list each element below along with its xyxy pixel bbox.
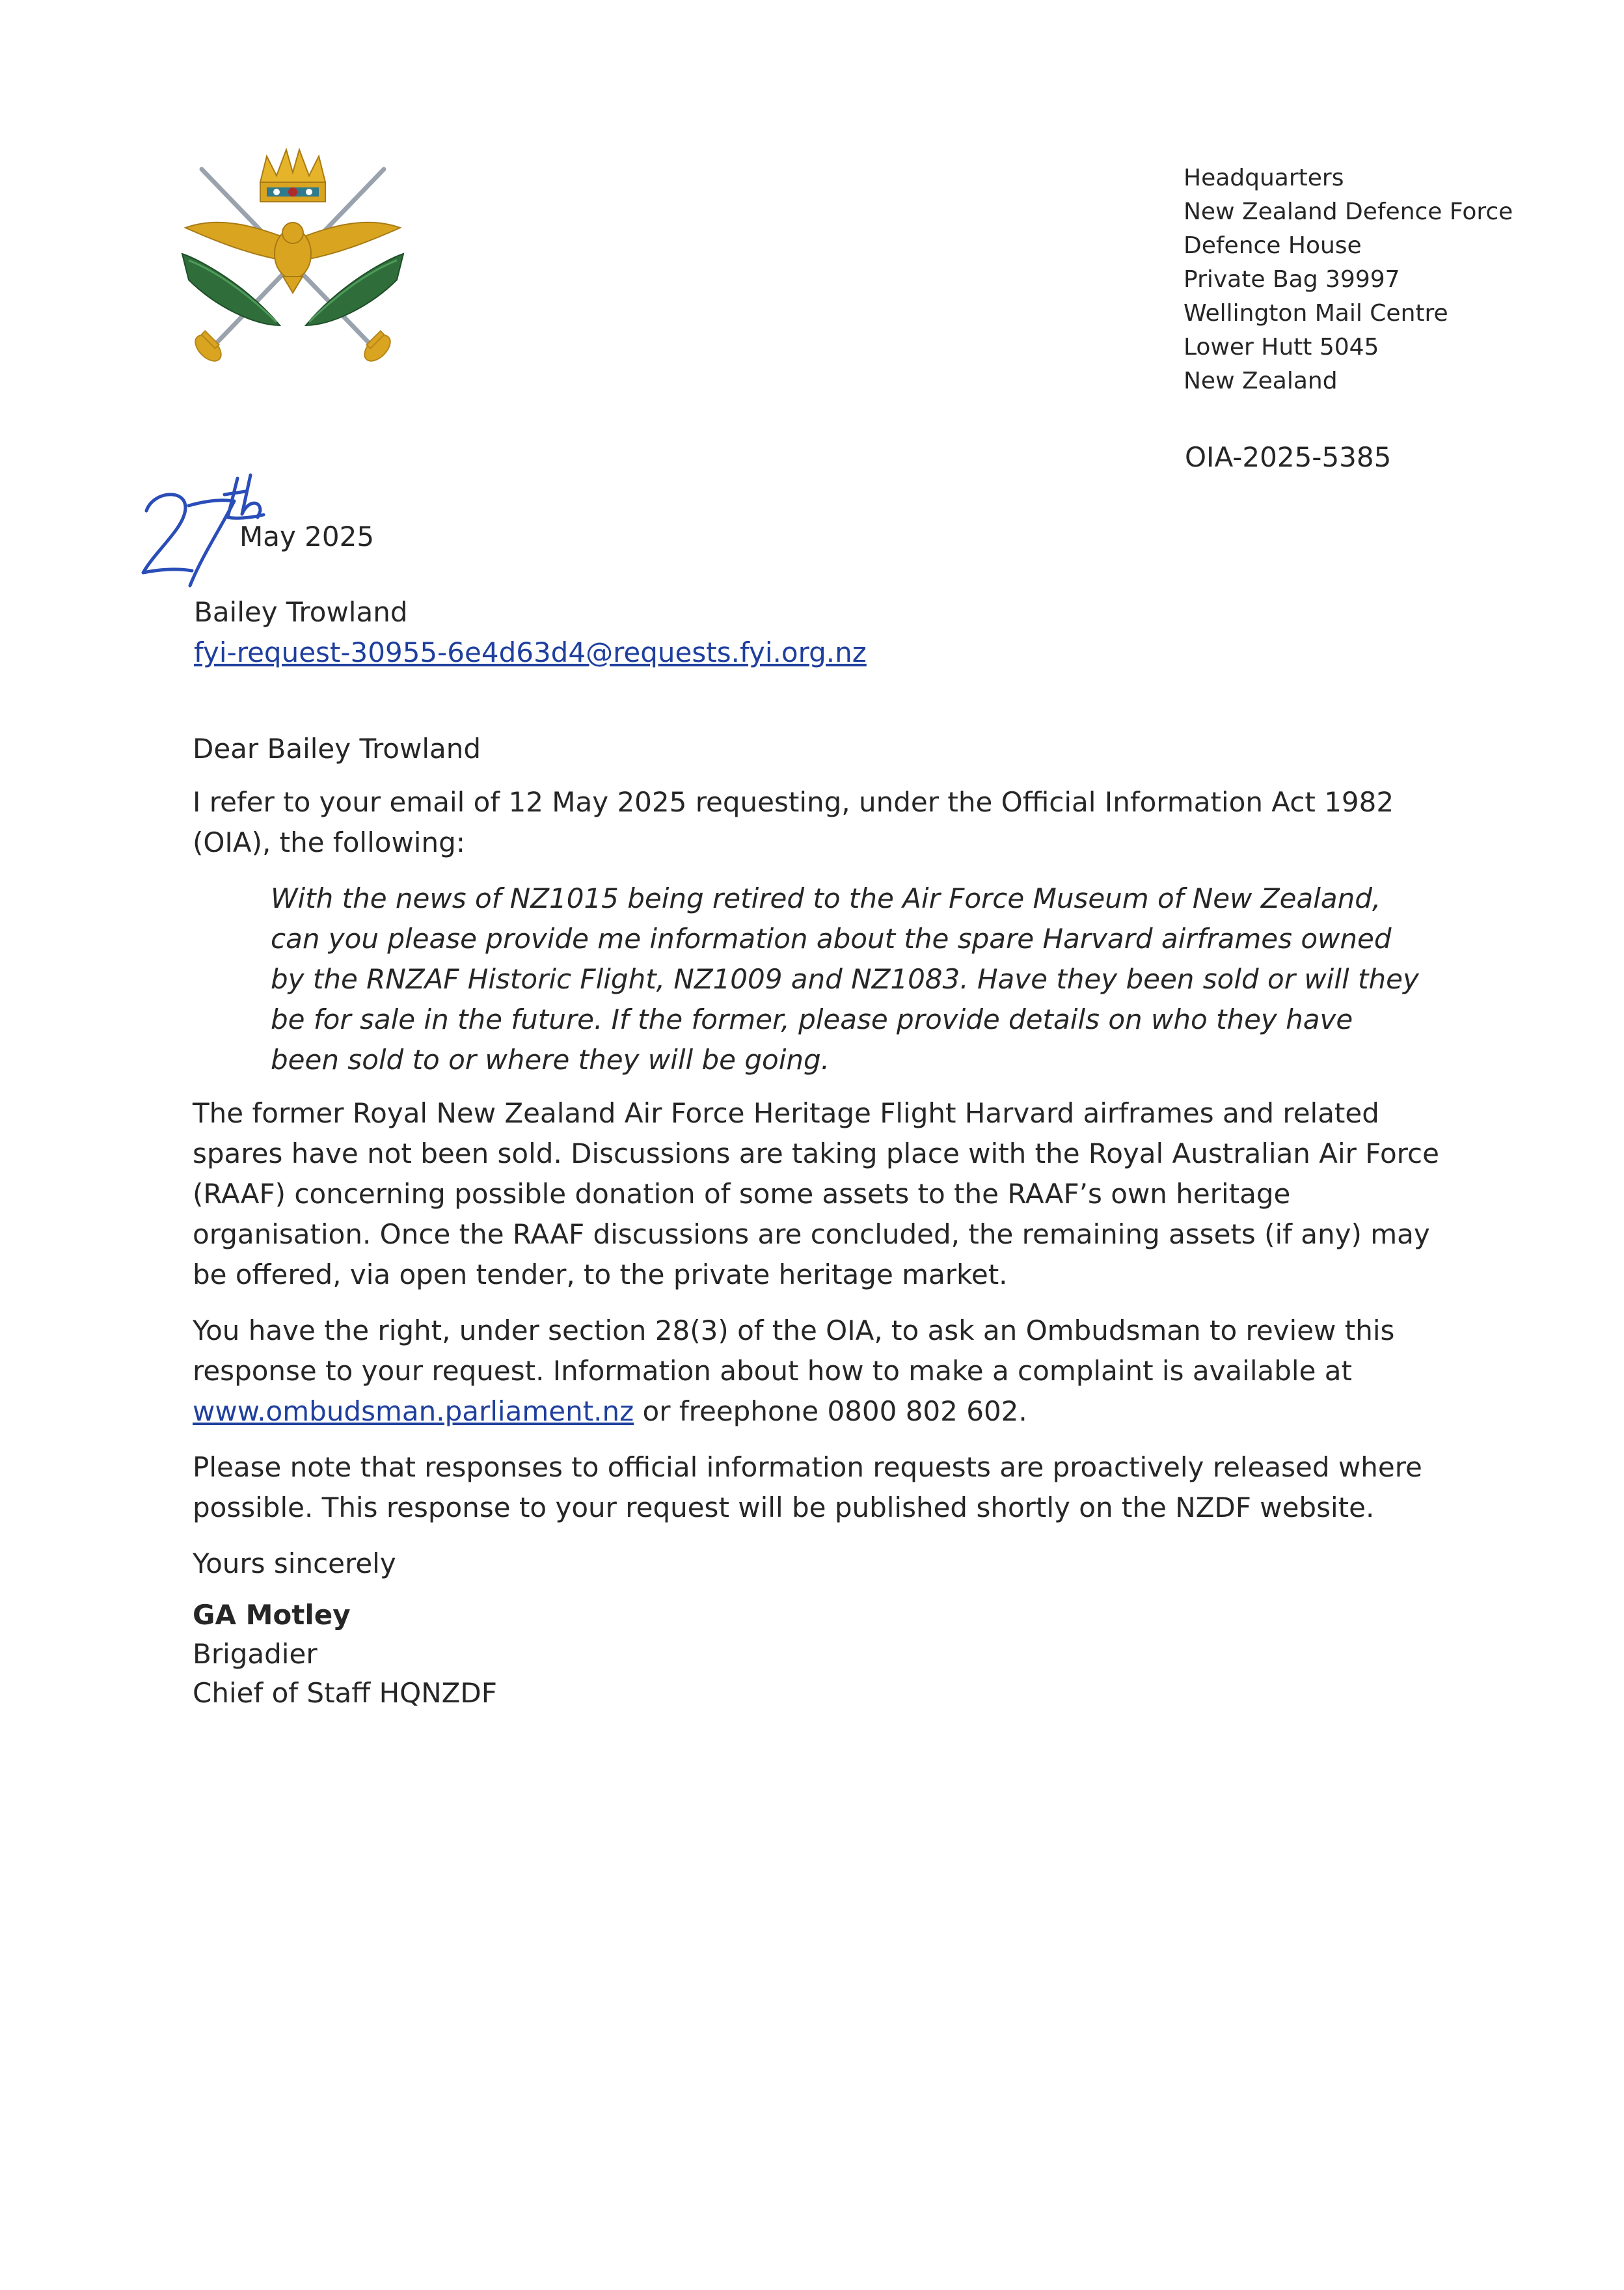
letter-date: May 2025 <box>239 521 375 552</box>
signature-block <box>193 1596 1468 1713</box>
recipient-block <box>194 592 867 673</box>
reference-number: OIA-2025-5385 <box>1185 441 1392 473</box>
quoted-request: With the news of NZ1015 being retired to the Air Force Museum of New Zealand, can you please provide me information about the spare Harvard airframes owned by the RNZAF Historic Flight, NZ1009 and NZ1083. Have they been sold or will they be for sale in the future. If the former, please provide details on who they have been sold to or where they will be going. <box>271 882 1419 1076</box>
signatory-title: Chief of Staff HQNZDF <box>193 1677 497 1709</box>
address-line: New Zealand Defence Force <box>1184 198 1513 225</box>
address-line: Wellington Mail Centre <box>1184 300 1448 327</box>
recipient-email-link[interactable]: fyi-request-30955-6e4d63d4@requests.fyi.org.nz <box>194 636 867 668</box>
recipient-name: Bailey Trowland <box>194 596 408 628</box>
response-paragraph: The former Royal New Zealand Air Force Heritage Flight Harvard airframes and related spares have not been sold. Discussions are taking place with the Royal Australian Air Force (RAAF) concerning possible donation of some assets to the RAAF’s own heritage organisation. Once the RAAF discussions are concluded, the remaining assets (if any) may be offered, via open tender, to the private heritage market. <box>193 1097 1439 1290</box>
rights-text: You have the right, under section 28(3) of the OIA, to ask an Ombudsman to review this response to your request. Information about how to make a complaint is available at <box>193 1315 1395 1387</box>
signatory-rank: Brigadier <box>193 1638 318 1670</box>
address-line: Private Bag 39997 <box>1184 266 1400 293</box>
rights-paragraph <box>193 1311 1468 1432</box>
salutation: Dear Bailey Trowland <box>193 733 481 765</box>
address-line: New Zealand <box>1184 368 1338 394</box>
closing: Yours sincerely <box>193 1547 396 1579</box>
nzdf-crest-logo <box>176 130 410 390</box>
address-line: Lower Hutt 5045 <box>1184 334 1379 361</box>
address-line: Headquarters <box>1184 165 1344 191</box>
signatory-name: GA Motley <box>193 1599 351 1631</box>
letter-body <box>193 729 1468 1713</box>
intro-paragraph: I refer to your email of 12 May 2025 requesting, under the Official Information Act 1982 (OIA), the following: <box>193 786 1394 858</box>
publication-paragraph: Please note that responses to official information requests are proactively released where possible. This response to your request will be published shortly on the NZDF website. <box>193 1451 1422 1523</box>
hq-address <box>1184 161 1513 398</box>
address-line: Defence House <box>1184 232 1362 259</box>
ombudsman-link[interactable]: www.ombudsman.parliament.nz <box>193 1395 634 1427</box>
rights-text-end: or freephone 0800 802 602. <box>634 1395 1027 1427</box>
